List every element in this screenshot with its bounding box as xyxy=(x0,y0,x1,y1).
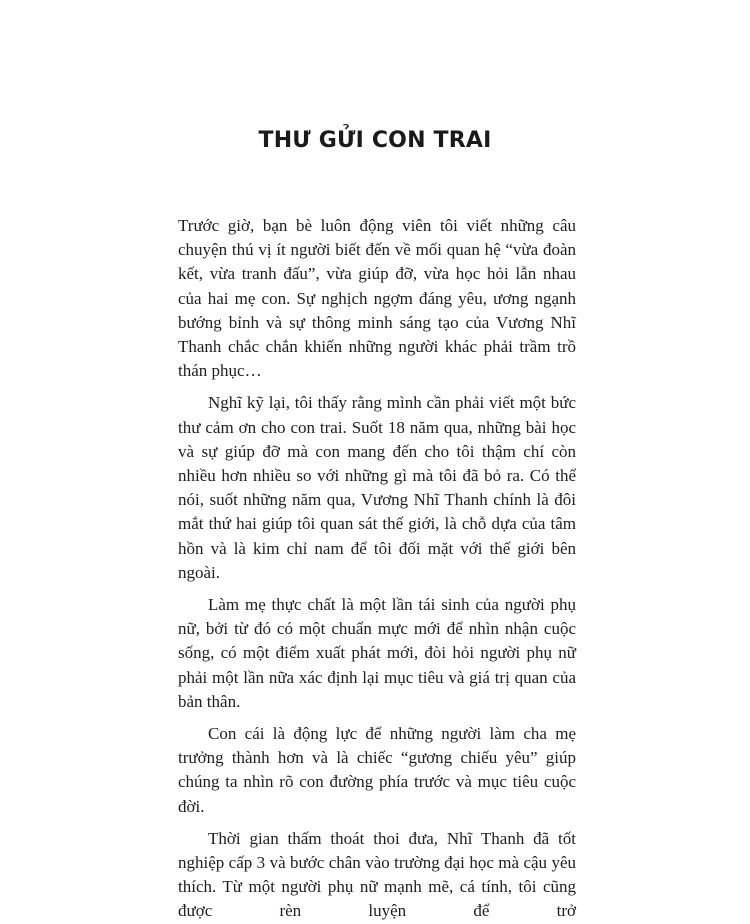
chapter-title: THƯ GỬI CON TRAI xyxy=(258,128,492,153)
paragraph-4: Con cái là động lực để những người làm cha mẹ trưởng thành hơn và là chiếc “gương chiếu yêu” giúp chúng ta nhìn rõ con đường phía trước và mục tiêu cuộc đời. xyxy=(178,724,576,816)
paragraph-5: Thời gian thấm thoát thoi đưa, Nhĩ Thanh đã tốt nghiệp cấp 3 và bước chân vào trường đại học mà cậu yêu thích. Từ một người phụ nữ mạnh mẽ, cá tính, tôi cũng được rèn luyện để trở xyxy=(178,828,576,921)
paragraph-3: Làm mẹ thực chất là một lần tái sinh của người phụ nữ, bởi từ đó có một chuẩn mực mới để nhìn nhận cuộc sống, có một điểm xuất phát mới, đòi hỏi người phụ nữ phải một lần nữa xác định lại mục tiêu và giá trị quan của bản thân. xyxy=(178,595,576,711)
paragraph-2: Nghĩ kỹ lại, tôi thấy rằng mình cần phải viết một bức thư cảm ơn cho con trai. Suốt 18 năm qua, những bài học và sự giúp đỡ mà con mang đến cho tôi thậm chí còn nhiều hơn nhiều so với những gì mà tôi đã bỏ ra. Có thể nói, suốt những năm qua, Vương Nhĩ Thanh chính là đôi mắt thứ hai giúp tôi quan sát thế giới, là chỗ dựa của tâm hồn và là kim chỉ nam để tôi đối mặt với thế giới bên ngoài. xyxy=(178,393,576,582)
paragraph-1: Trước giờ, bạn bè luôn động viên tôi viết những câu chuyện thú vị ít người biết đến về mối quan hệ “vừa đoàn kết, vừa tranh đấu”, vừa giúp đỡ, vừa học hỏi lẫn nhau của hai mẹ con. Sự nghịch ngợm đáng yêu, ương ngạnh bướng bỉnh và sự thông minh sáng tạo của Vương Nhĩ Thanh chắc chắn khiến những người khác phải trầm trồ thán phục… xyxy=(178,216,576,381)
body-text xyxy=(178,214,576,924)
